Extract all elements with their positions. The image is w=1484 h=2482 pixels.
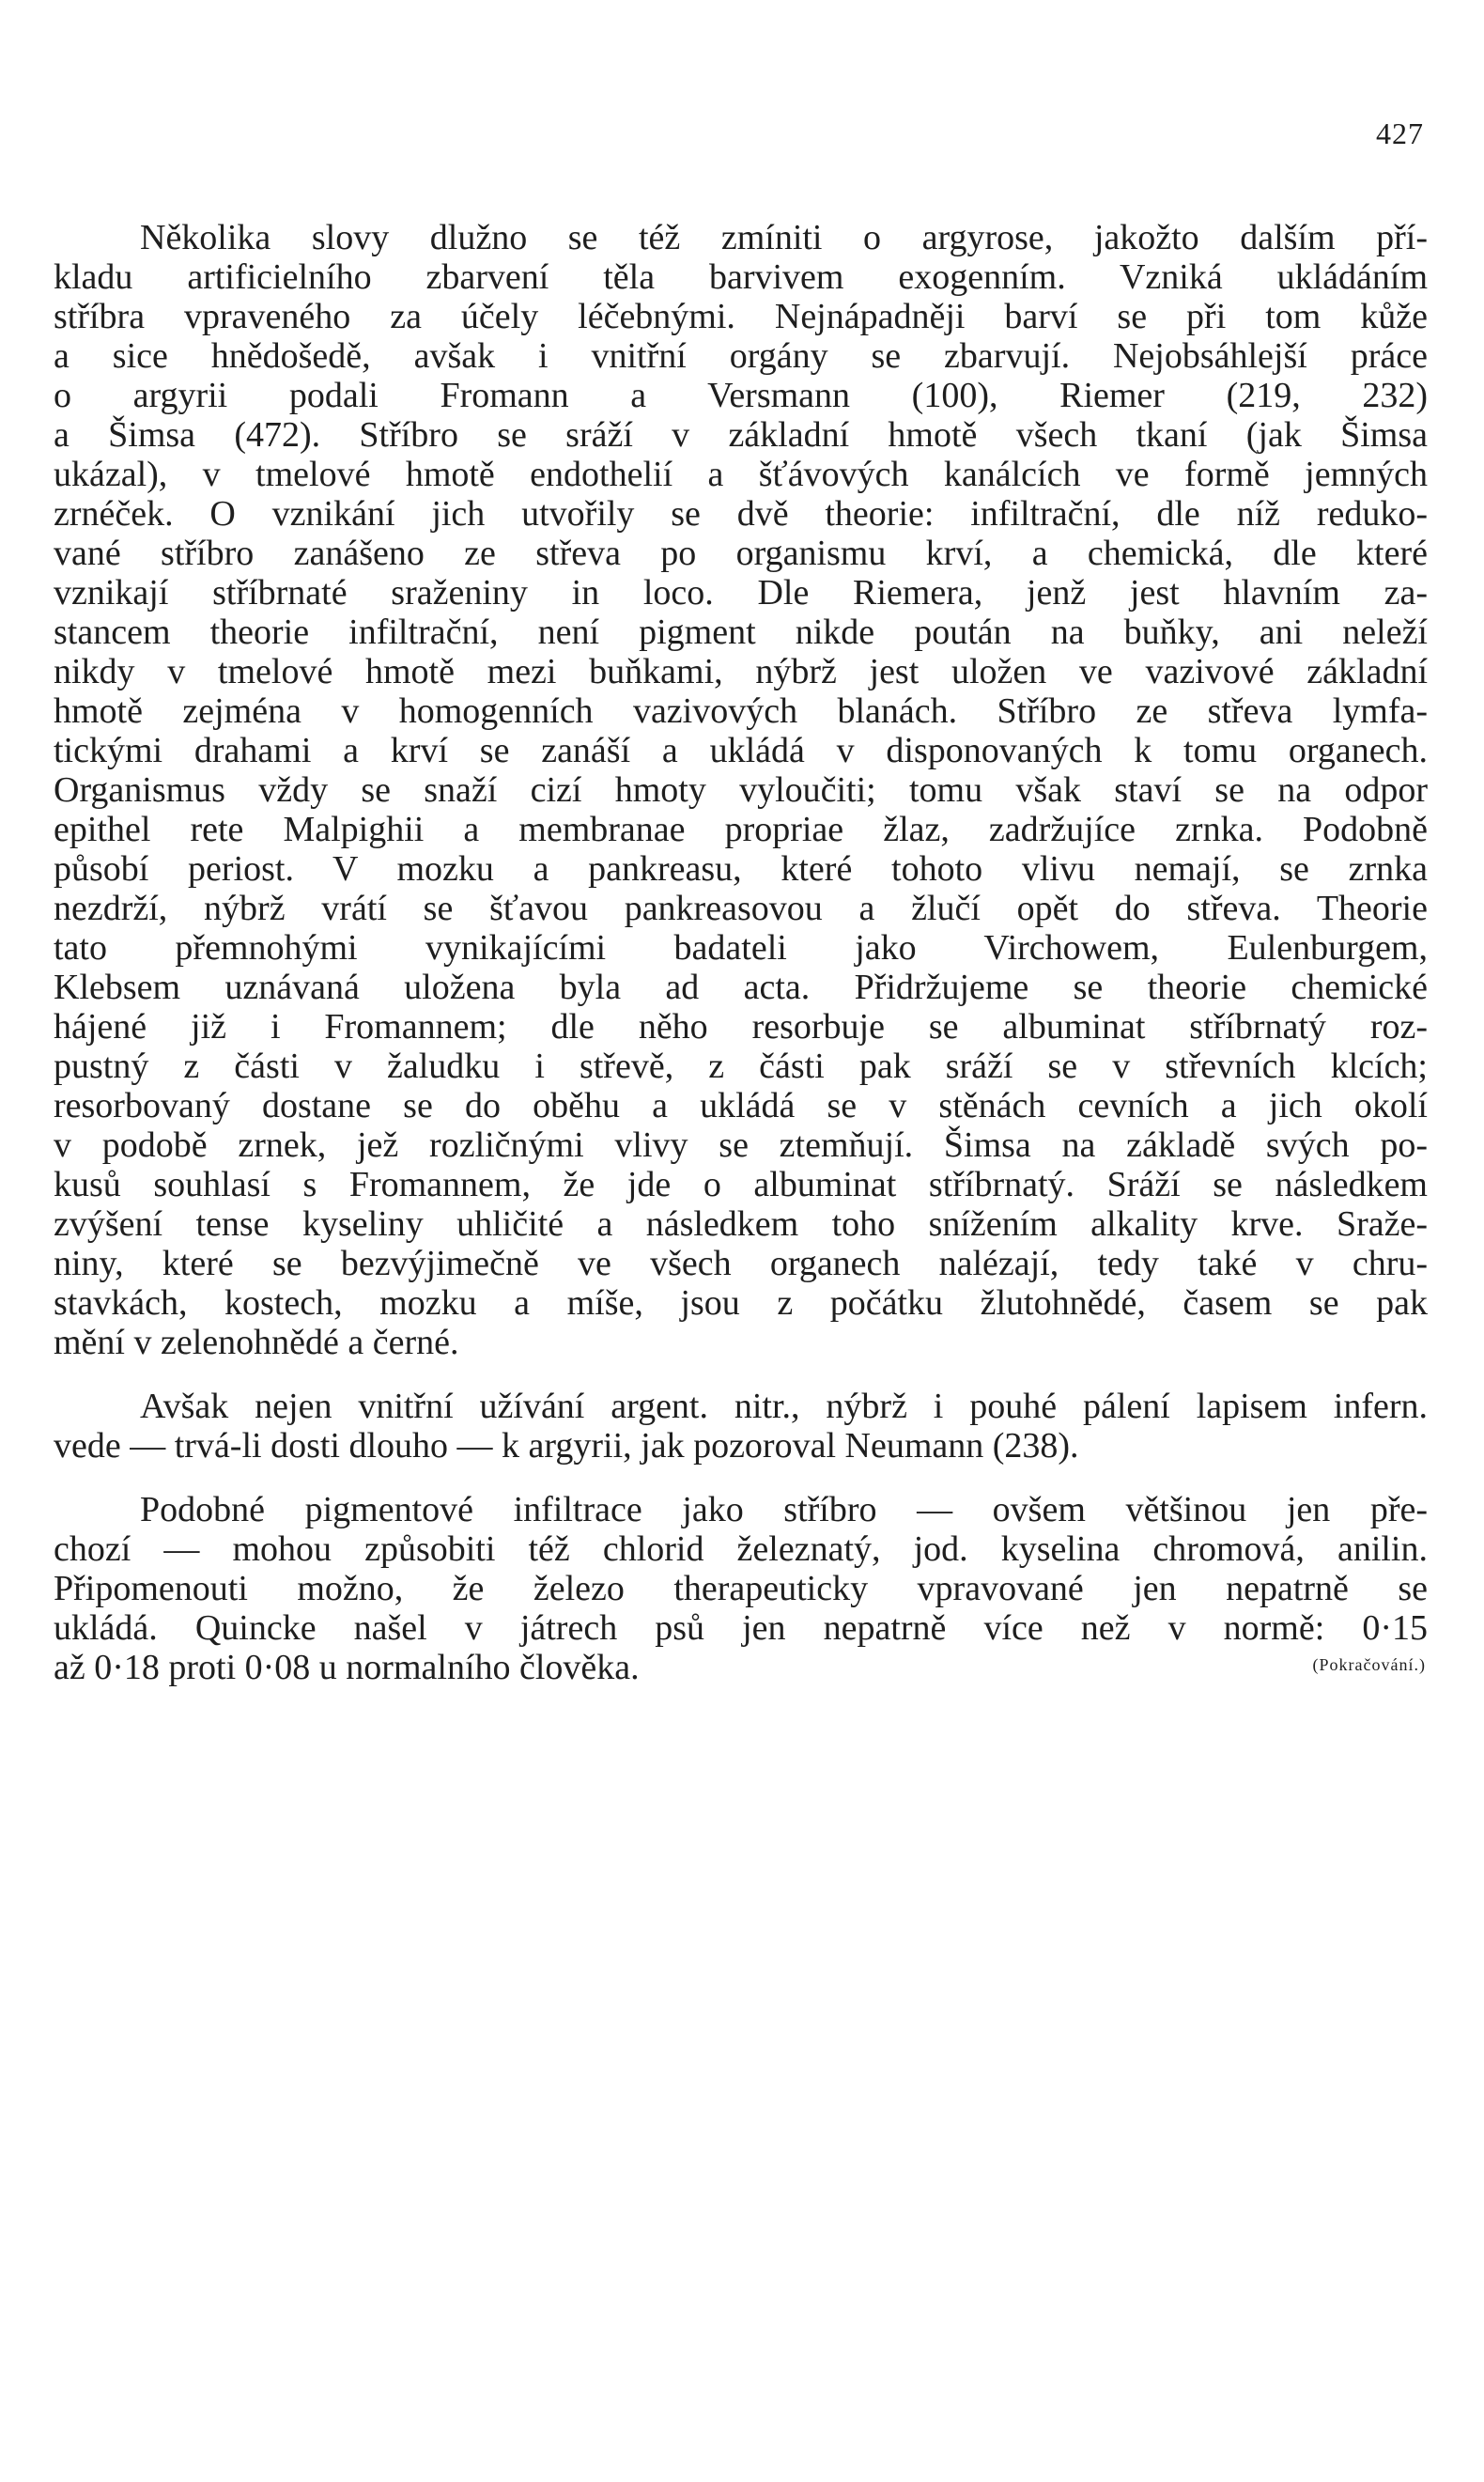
text-line: vede — trvá-li dosti dlouho — k argyrii, jak pozoroval Neumann (238). xyxy=(54,1426,1079,1466)
text-line: a Šimsa (472). Stříbro se sráží v základní hmotě všech tkaní (jak Šimsa xyxy=(54,415,1428,455)
text-line: mění v zelenohnědé a černé. xyxy=(54,1323,459,1362)
paragraph-argyrosis xyxy=(54,218,1428,1362)
text-line: tato přemnohými vynikajícími badateli jako Virchowem, Eulenburgem, xyxy=(54,928,1428,968)
paragraph-gap xyxy=(54,1466,1428,1490)
text-line: působí periost. V mozku a pankreasu, které tohoto vlivu nemají, se zrnka xyxy=(54,849,1428,889)
text-line: stříbra vpraveného za účely léčebnými. Nejnápadněji barví se při tom kůže xyxy=(54,297,1428,336)
text-line: tickými drahami a krví se zanáší a ukládá v disponovaných k tomu organech. xyxy=(54,731,1428,770)
text-line: Podobné pigmentové infiltrace jako stříbro — ovšem většinou jen pře- xyxy=(140,1490,1428,1529)
text-line: Avšak nejen vnitřní užívání argent. nitr., nýbrž i pouhé pálení lapisem infern. xyxy=(140,1387,1428,1426)
text-line: hmotě zejména v homogenních vazivových blanách. Stříbro ze střeva lymfa- xyxy=(54,691,1428,731)
text-line: stancem theorie infiltrační, není pigment nikde poután na buňky, ani neleží xyxy=(54,613,1428,652)
text-line: vznikají stříbrnaté sraženiny in loco. Dle Riemera, jenž jest hlavním za- xyxy=(54,573,1428,613)
paragraph-pigment-infiltration xyxy=(54,1490,1428,1687)
text-line: stavkách, kostech, mozku a míše, jsou z počátku žlutohnědé, časem se pak xyxy=(54,1283,1428,1323)
text-line: zvýšení tense kyseliny uhličité a následkem toho snížením alkality krve. Sraže- xyxy=(54,1204,1428,1244)
paragraph-lapis xyxy=(54,1387,1428,1466)
page-number: 427 xyxy=(1376,116,1424,150)
text-line: niny, které se bezvýjimečně ve všech organech nalézají, tedy také v chru- xyxy=(54,1244,1428,1283)
text-line: kladu artificielního zbarvení těla barvivem exogenním. Vzniká ukládáním xyxy=(54,257,1428,297)
text-line: pustný z části v žaludku i střevě, z části pak sráží se v střevních klcích; xyxy=(54,1047,1428,1086)
text-line: nikdy v tmelové hmotě mezi buňkami, nýbrž jest uložen ve vazivové základní xyxy=(54,652,1428,691)
text-line: hájené již i Fromannem; dle něho resorbuje se albuminat stříbrnatý roz- xyxy=(54,1007,1428,1047)
text-line: o argyrii podali Fromann a Versmann (100), Riemer (219, 232) xyxy=(54,376,1428,415)
text-line: Klebsem uznávaná uložena byla ad acta. Přidržujeme se theorie chemické xyxy=(54,968,1428,1007)
text-line: ukládá. Quincke našel v játrech psů jen nepatrně více než v normě: 0·15 xyxy=(54,1608,1428,1648)
text-line: nezdrží, nýbrž vrátí se šťavou pankreasovou a žlučí opět do střeva. Theorie xyxy=(54,889,1428,928)
continuation-note: (Pokračování.) xyxy=(1312,1655,1426,1674)
text-line: a sice hnědošedě, avšak i vnitřní orgány se zbarvují. Nejobsáhlejší práce xyxy=(54,336,1428,376)
text-line: epithel rete Malpighii a membranae propriae žlaz, zadržujíce zrnka. Podobně xyxy=(54,810,1428,849)
text-line: v podobě zrnek, jež rozličnými vlivy se ztemňují. Šimsa na základě svých po- xyxy=(54,1125,1428,1165)
text-line: resorbovaný dostane se do oběhu a ukládá se v stěnách cevních a jich okolí xyxy=(54,1086,1428,1125)
text-line: až 0·18 proti 0·08 u normalního člověka. xyxy=(54,1648,640,1687)
paragraph-gap xyxy=(54,1362,1428,1387)
text-line: vané stříbro zanášeno ze střeva po organismu krví, a chemická, dle které xyxy=(54,534,1428,573)
text-line: ukázal), v tmelové hmotě endothelií a šťávových kanálcích ve formě jemných xyxy=(54,455,1428,494)
text-line: Připomenouti možno, že železo therapeuticky vpravované jen nepatrně se xyxy=(54,1569,1428,1608)
text-line: zrnéček. O vznikání jich utvořily se dvě theorie: infiltrační, dle níž redukо- xyxy=(54,494,1428,534)
text-line: kusů souhlasí s Fromannem, že jde o albuminat stříbrnatý. Sráží se následkem xyxy=(54,1165,1428,1204)
page-body xyxy=(54,218,1428,1687)
text-line: chozí — mohou způsobiti též chlorid železnatý, jod. kyselina chromová, anilin. xyxy=(54,1529,1428,1569)
text-line: Organismus vždy se snaží cizí hmoty vyloučiti; tomu však staví se na odpor xyxy=(54,770,1428,810)
text-line: Několika slovy dlužno se též zmíniti o argyrose, jakožto dalším pří- xyxy=(140,218,1428,257)
